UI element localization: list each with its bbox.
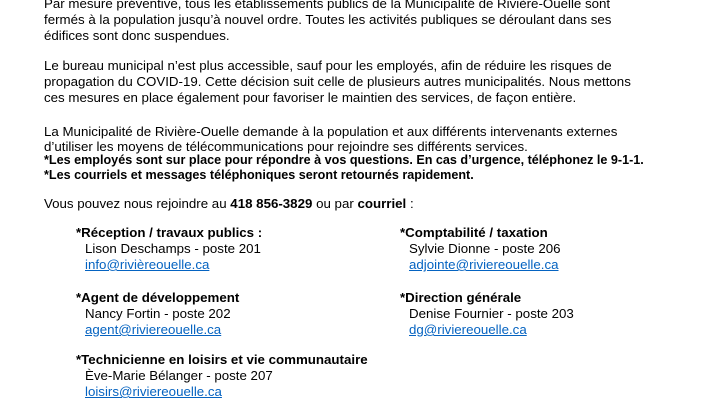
contact-recreation bbox=[76, 352, 368, 400]
intro-line: Par mesure préventive, tous les établissements publics de la Municipalité de Rivière-Ouelle sont bbox=[44, 0, 611, 11]
office-line: Le bureau municipal n’est plus accessible, sauf pour les employés, afin de réduire les risques de bbox=[44, 58, 612, 73]
intro-line: édifices sont donc suspendues. bbox=[44, 28, 230, 43]
contact-general-direction bbox=[400, 290, 574, 338]
reach-suffix: : bbox=[406, 196, 414, 211]
contact-person: Sylvie Dionne - poste 206 bbox=[409, 241, 561, 256]
contact-heading: *Comptabilité / taxation bbox=[400, 225, 548, 240]
request-note: *Les employés sont sur place pour répondre à vos questions. En cas d’urgence, téléphonez le 9-1-1. bbox=[44, 153, 644, 167]
contact-heading: *Direction générale bbox=[400, 290, 522, 305]
contact-heading: *Technicienne en loisirs et vie communautaire bbox=[76, 352, 368, 367]
request-line: La Municipalité de Rivière-Ouelle demande à la population et aux différents intervenants externes bbox=[44, 124, 618, 139]
intro-paragraph bbox=[44, 0, 720, 44]
phone-number: 418 856-3829 bbox=[230, 196, 313, 211]
request-paragraph bbox=[44, 124, 720, 183]
reach-prefix: Vous pouvez nous rejoindre au bbox=[44, 196, 231, 211]
contact-email-link[interactable]: dg@riviereouelle.ca bbox=[409, 322, 527, 337]
intro-line: fermés à la population jusqu’à nouvel ordre. Toutes les activités publiques se déroulant dans ses bbox=[44, 12, 612, 27]
contact-email-link[interactable]: info@rivièreouelle.ca bbox=[85, 257, 210, 272]
contact-person: Nancy Fortin - poste 202 bbox=[85, 306, 231, 321]
reach-line bbox=[44, 196, 720, 212]
contact-accounting bbox=[400, 225, 561, 273]
contact-person: Lison Deschamps - poste 201 bbox=[85, 241, 261, 256]
contact-person: Ève-Marie Bélanger - poste 207 bbox=[85, 368, 273, 383]
contact-heading: *Réception / travaux publics : bbox=[76, 225, 263, 240]
contact-email-link[interactable]: adjointe@riviereouelle.ca bbox=[409, 257, 559, 272]
office-line: propagation du COVID-19. Cette décision suit celle de plusieurs autres municipalités. Nous mettons bbox=[44, 74, 631, 89]
office-paragraph bbox=[44, 58, 720, 106]
office-line: ces mesures en place également pour favoriser le maintien des services, de façon entière. bbox=[44, 90, 577, 105]
contact-reception bbox=[76, 225, 262, 273]
email-word: courriel bbox=[357, 196, 407, 211]
contact-email-link[interactable]: loisirs@riviereouelle.ca bbox=[85, 384, 222, 399]
request-note: *Les courriels et messages téléphoniques seront retournés rapidement. bbox=[44, 168, 474, 182]
request-line: d’utiliser les moyens de télécommunications pour rejoindre ses différents services. bbox=[44, 139, 528, 154]
contact-heading: *Agent de développement bbox=[76, 290, 240, 305]
contact-development bbox=[76, 290, 239, 338]
reach-middle: ou par bbox=[312, 196, 358, 211]
contact-person: Denise Fournier - poste 203 bbox=[409, 306, 574, 321]
contact-email-link[interactable]: agent@riviereouelle.ca bbox=[85, 322, 222, 337]
